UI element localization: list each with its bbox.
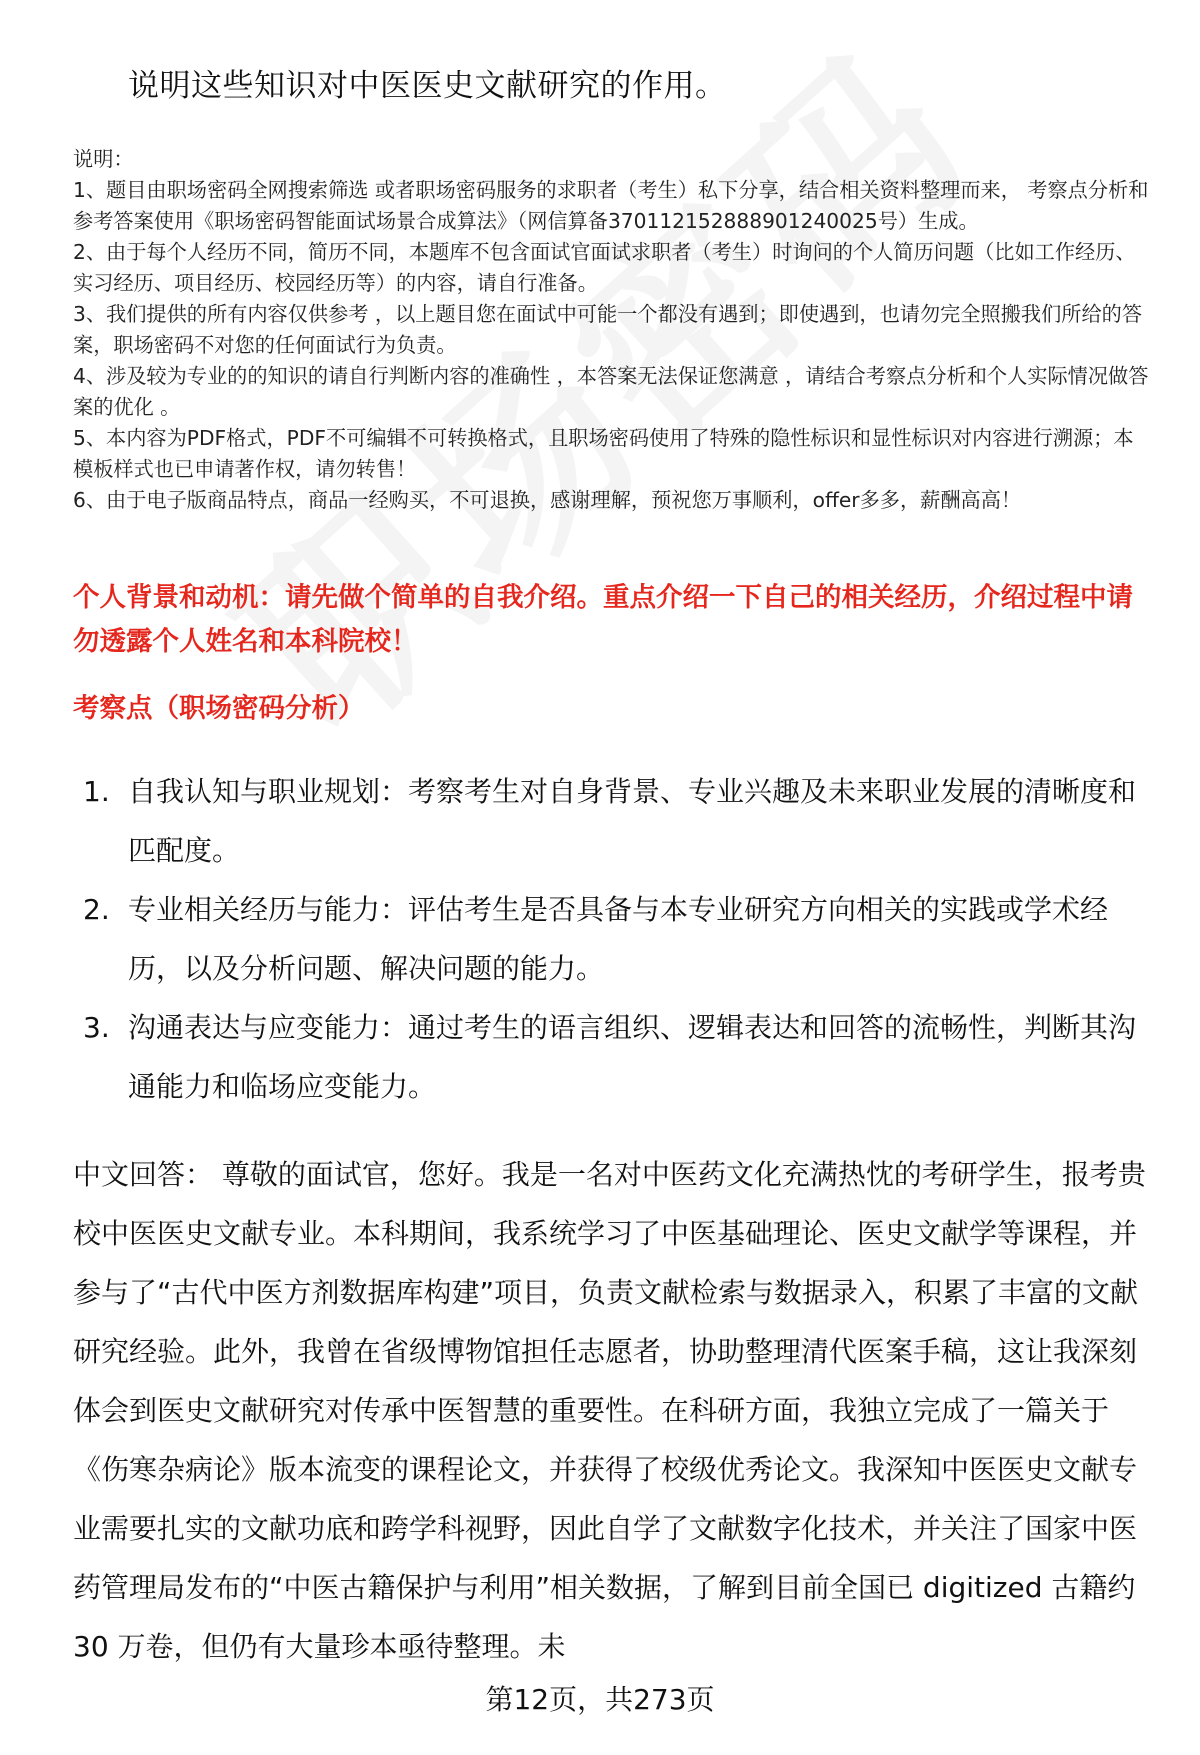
notes-item: 5、本内容为PDF格式，PDF不可编辑不可转换格式，且职场密码使用了特殊的隐性标识和显性标识对内容进行溯源；本模板样式也已申请著作权，请勿转售！ xyxy=(73,426,1134,481)
notes-item: 6、由于电子版商品特点，商品一经购买，不可退换，感谢理解，预祝您万事顺利，offer多多，薪酬高高！ xyxy=(73,488,1022,512)
answer-text: 中文回答： 尊敬的面试官，您好。我是一名对中医药文化充满热忱的考研学生，报考贵校中医医史文献专业。本科期间，我系统学习了中医基础理论、医史文献学等课程，并参与了“古代中医方剂数据库构建”项目，负责文献检索与数据录入，积累了丰富的文献研究经验。此外，我曾在省级博物馆担任志愿者，协助整理清代医案手稿，这让我深刻体会到医史文献研究对传承中医智慧的重要性。在科研方面，我独立完成了一篇关于《伤寒杂病论》版本流变的课程论文，并获得了校级优秀论文。我深知中医医史文献专业需要扎实的文献功底和跨学科视野，因此自学了文献数字化技术，并关注了国家中医药管理局发布的“中医古籍保护与利用”相关数据，了解到目前全国已 digitized 古籍约 30 万卷，但仍有大量珍本亟待整理。未 xyxy=(73,1158,1146,1663)
notes-section xyxy=(73,144,1153,516)
list-item xyxy=(73,998,1163,1116)
list-item-number: 2. xyxy=(83,893,110,926)
list-item-number: 3. xyxy=(83,1011,110,1044)
analysis-heading: 考察点（职场密码分析） xyxy=(73,693,365,724)
answer-section xyxy=(73,1145,1158,1676)
analysis-points-list xyxy=(73,762,1163,1116)
list-item-text: 专业相关经历与能力：评估考生是否具备与本专业研究方向相关的实践或学术经历，以及分析问题、解决问题的能力。 xyxy=(128,893,1109,985)
question-continuation: 说明这些知识对中医医史文献研究的作用。 xyxy=(128,68,727,104)
list-item xyxy=(73,880,1163,998)
list-item xyxy=(73,762,1163,880)
notes-item: 4、涉及较为专业的的知识的请自行判断内容的准确性 ，本答案无法保证您满意 ，请结合考察点分析和个人实际情况做答案的优化 。 xyxy=(73,364,1149,419)
list-item-text: 沟通表达与应变能力：通过考生的语言组织、逻辑表达和回答的流畅性，判断其沟通能力和临场应变能力。 xyxy=(128,1011,1137,1103)
notes-item: 1、题目由职场密码全网搜索筛选 或者职场密码服务的求职者（考生）私下分享，结合相关资料整理而来， 考察点分析和参考答案使用《职场密码智能面试场景合成算法》（网信算备370112152888901240025号）生成。 xyxy=(73,178,1149,233)
question-heading: 个人背景和动机：请先做个简单的自我介绍。重点介绍一下自己的相关经历，介绍过程中请勿透露个人姓名和本科院校！ xyxy=(73,582,1133,657)
list-item-text: 自我认知与职业规划：考察考生对自身背景、专业兴趣及未来职业发展的清晰度和匹配度。 xyxy=(128,775,1137,867)
notes-item: 3、我们提供的所有内容仅供参考 ，以上题目您在面试中可能一个都没有遇到；即使遇到，也请勿完全照搬我们所给的答案，职场密码不对您的任何面试行为负责。 xyxy=(73,302,1143,357)
page-number: 第12页，共273页 xyxy=(485,1683,715,1716)
list-item-number: 1. xyxy=(83,775,110,808)
notes-item: 2、由于每个人经历不同，简历不同，本题库不包含面试官面试求职者（考生）时询问的个人简历问题（比如工作经历、实习经历、项目经历、校园经历等）的内容，请自行准备。 xyxy=(73,240,1136,295)
notes-title: 说明： xyxy=(73,147,134,171)
